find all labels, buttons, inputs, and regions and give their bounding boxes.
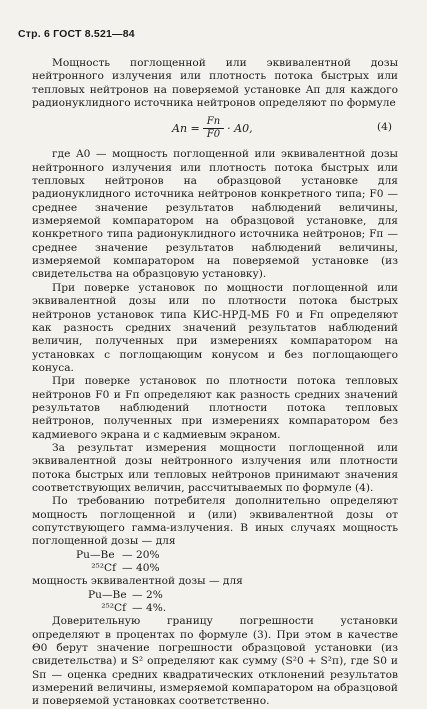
paragraph-1: Мощность поглощенной или эквивалентной дозы нейтронного излучения или плотность потока быстрых или тепловых нейтронов на поверяемой установке Aп для каждого радионуклидного источника нейтронов определяют по формуле bbox=[32, 57, 398, 110]
paragraph-5: За результат измерения мощности поглощенной или эквивалентной дозы нейтронного излучения или плотности потока быстрых или тепловых нейтронов принимают значения соответствующих величин, рассчитываемых по формуле (4). bbox=[32, 441, 398, 494]
formula-denominator: F0 bbox=[206, 129, 221, 141]
formula-numerator: Fп bbox=[203, 116, 224, 129]
list-item bbox=[88, 602, 398, 615]
equivalent-dose-list bbox=[32, 589, 398, 616]
source-value: — 40% bbox=[122, 562, 160, 575]
formula-lhs: Aп = bbox=[172, 122, 200, 136]
list-item bbox=[88, 589, 398, 602]
formula-number: (4) bbox=[376, 121, 392, 134]
paragraph-7: мощность эквивалентной дозы — для bbox=[32, 575, 243, 588]
paragraph-8: Доверительную границу погрешности установки определяют в процентах по формуле (3). При этом в качестве Θ0 берут значение погрешности образцовой установки (из свидетельства) и S² определяют как сумму (S²0 + S²п), где S0 и Sп — оценка средних квадратических отклонений результатов измерений величины, измеряемой компаратором на образцовой и поверяемой установках соответственно. bbox=[32, 615, 398, 708]
list-item bbox=[76, 562, 398, 575]
formula-expression bbox=[172, 116, 253, 141]
formula-tail: · A0, bbox=[227, 122, 253, 136]
document-body bbox=[32, 57, 398, 709]
source-label: Pu—Be bbox=[88, 588, 127, 601]
source-label: Pu—Be bbox=[76, 548, 115, 561]
paragraph-6: По требованию потребителя дополнительно определяют мощность поглощенной и (или) эквивалентной дозы от сопутствующего гамма-излучения. В иных случаях мощность поглощенной дозы — для bbox=[32, 495, 398, 548]
formula-fraction bbox=[203, 116, 224, 141]
formula-4 bbox=[32, 111, 398, 145]
source-value: — 20% bbox=[122, 548, 160, 561]
source-label: ²⁵²Cf bbox=[91, 562, 116, 575]
absorbed-dose-list bbox=[32, 549, 398, 576]
source-label: ²⁵²Cf bbox=[101, 602, 126, 615]
list-item bbox=[76, 549, 398, 562]
paragraph-3: При поверке установок по мощности поглощенной или эквивалентной дозы или по плотности потока быстрых нейтронов установок типа КИС-НРД-МБ F0 и Fп определяют как разность средних значений результатов наблюдений величин, полученных при измерениях компаратором на установках с поглощающим конусом и без поглощающего конуса. bbox=[32, 281, 398, 374]
paragraph-4: При поверке установок по плотности потока тепловых нейтронов F0 и Fп определяют как разность средних значений результатов наблюдений плотности потока тепловых нейтронов, полученных при измерениях компаратором без кадмиевого экрана и с кадмиевым экраном. bbox=[32, 375, 398, 441]
paragraph-2: где A0 — мощность поглощенной или эквивалентной дозы нейтронного излучения или плотность потока быстрых или тепловых нейтронов на образцовой установке для радионуклидного источника нейтронов конкретного типа; F0 — среднее значение результатов наблюдений величины, измеряемой компаратором на образцовой установке, для конкретного типа радионуклидного источника нейтронов; Fп — среднее значение результатов наблюдений величины, измеряемой компаратором на поверяемой установке (из свидетельства на образцовую установку). bbox=[32, 148, 398, 281]
source-value: — 4%. bbox=[132, 602, 167, 615]
page-header: Стр. 6 ГОСТ 8.521—84 bbox=[18, 28, 135, 40]
source-value: — 2% bbox=[132, 588, 163, 601]
